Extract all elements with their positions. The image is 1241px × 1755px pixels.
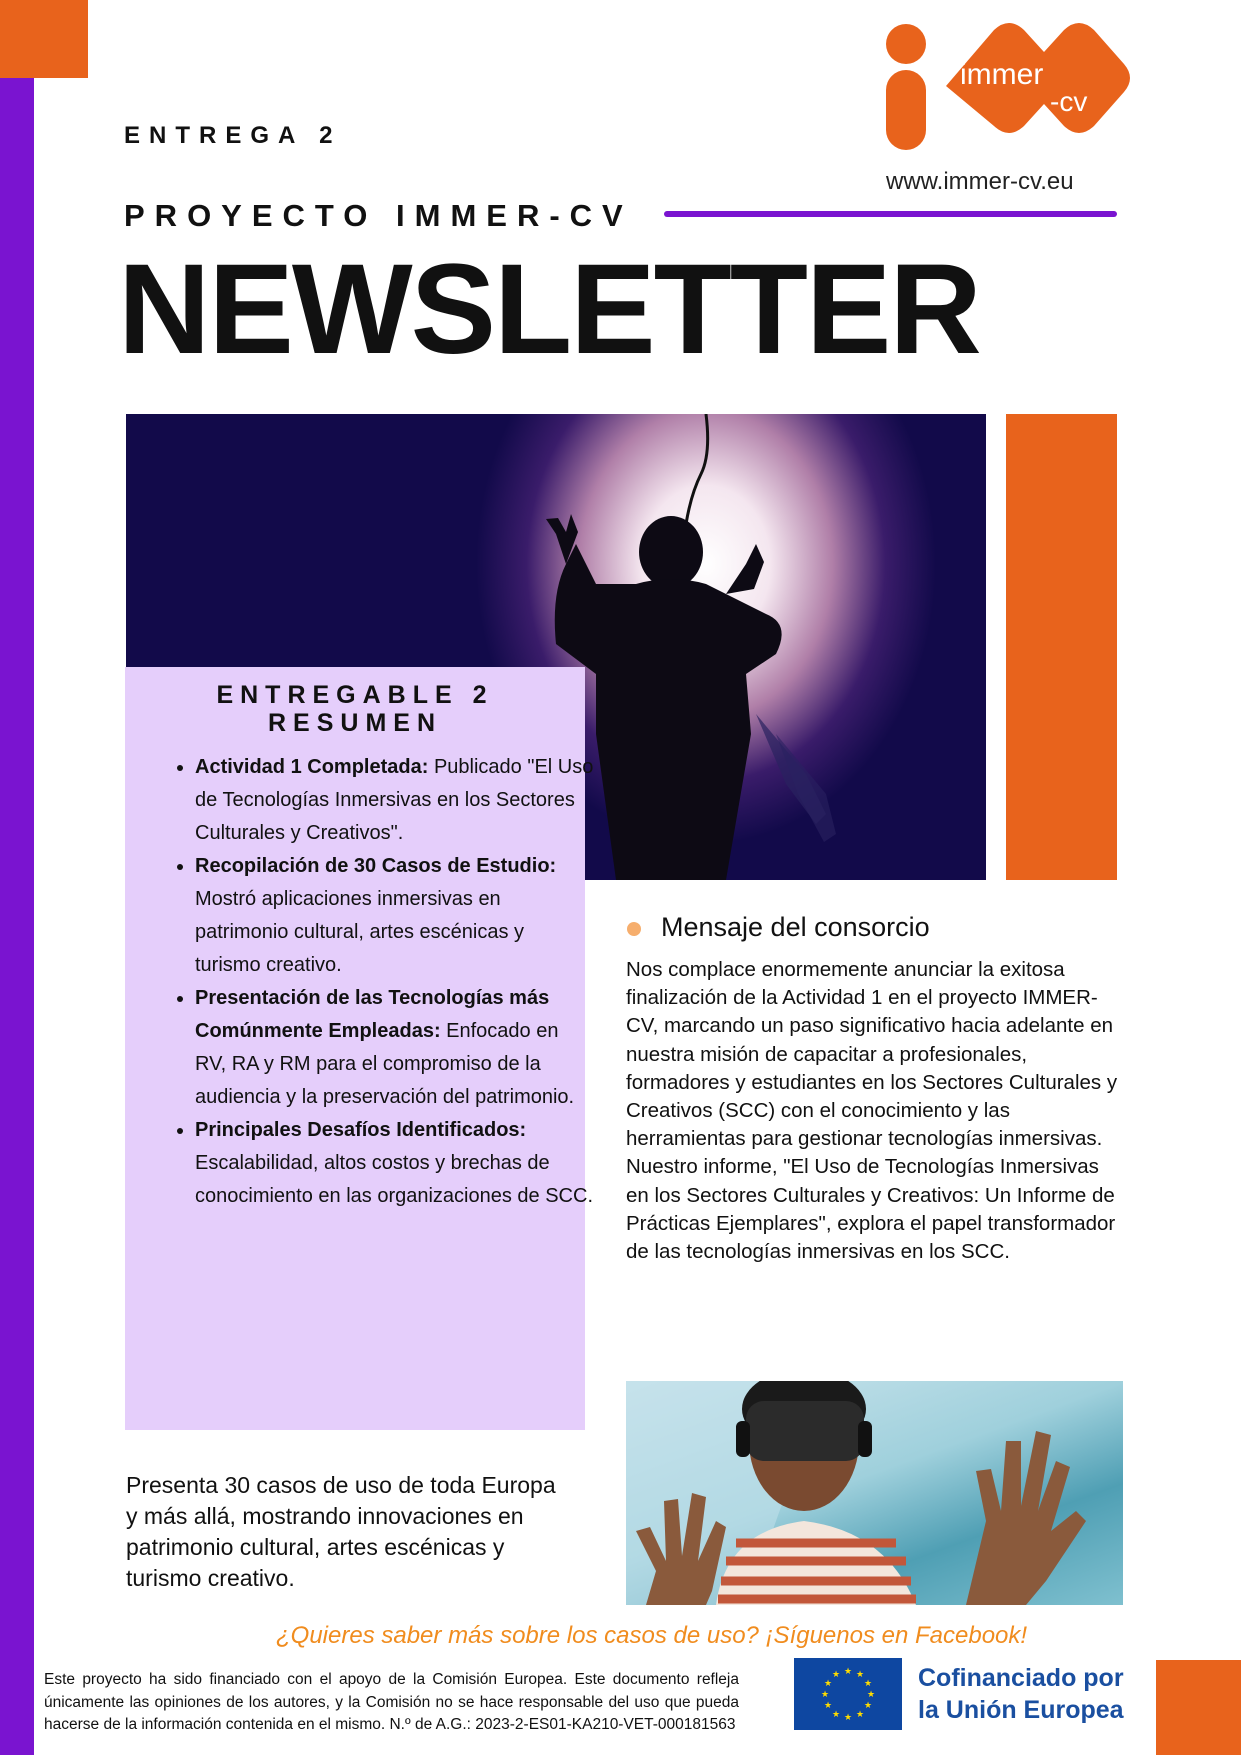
list-item-bold: Recopilación de 30 Casos de Estudio: — [195, 855, 557, 877]
svg-text:★: ★ — [866, 1690, 876, 1700]
svg-text:★: ★ — [855, 1710, 865, 1720]
orange-accent-block — [1006, 414, 1117, 880]
list-item-bold: Actividad 1 Completada: — [195, 756, 429, 778]
header-divider-line — [664, 211, 1117, 217]
casos-text: Presenta 30 casos de uso de toda Europa y más allá, mostrando innovaciones en patrimonio cultural, artes escénicas y turismo creativo. — [126, 1472, 556, 1591]
summary-box — [125, 667, 594, 1430]
proyecto-label: PROYECTO IMMER-CV — [124, 198, 633, 233]
svg-text:★: ★ — [863, 1679, 873, 1689]
vr-person-figure — [626, 1381, 1123, 1605]
vr-person-photo — [626, 1381, 1123, 1605]
svg-text:★: ★ — [831, 1710, 841, 1720]
list-item-text: Enfocado en RV, RA y RM para el compromiso de la audiencia y la preservación del patrimonio. — [195, 1020, 575, 1108]
summary-title-line2: RESUMEN — [267, 709, 442, 737]
purple-side-bar — [0, 78, 34, 1755]
svg-text:★: ★ — [823, 1679, 833, 1689]
svg-text:★: ★ — [843, 1667, 853, 1677]
summary-title — [125, 681, 585, 737]
list-item — [195, 1114, 595, 1213]
eu-cofunded-text — [918, 1662, 1124, 1726]
list-item-text: Mostró aplicaciones inmersivas en patrimonio cultural, artes escénicas y turismo creativo. — [195, 888, 525, 976]
facebook-cta[interactable]: ¿Quieres saber más sobre los casos de uso? ¡Síguenos en Facebook! — [276, 1622, 1028, 1649]
list-item-bold: Principales Desafíos Identificados: — [195, 1119, 527, 1141]
orange-corner-block — [0, 0, 88, 78]
list-item-text: Publicado "El Uso de Tecnologías Inmersivas en los Sectores Culturales y Creativos". — [195, 756, 594, 844]
logo-text-cv: -cv — [1050, 86, 1088, 117]
summary-list — [159, 751, 595, 1213]
orange-corner-bottom-right — [1156, 1660, 1241, 1755]
list-item — [195, 850, 595, 982]
list-item-bold: Presentación de las Tecnologías más Comúnmente Empleadas: — [195, 987, 550, 1042]
svg-text:★: ★ — [863, 1701, 873, 1711]
svg-text:★: ★ — [831, 1670, 841, 1680]
list-item — [195, 751, 595, 850]
consorcio-heading: Mensaje del consorcio — [661, 912, 930, 942]
entrega-label: ENTREGA 2 — [124, 122, 342, 149]
list-item — [195, 982, 595, 1114]
svg-text:★: ★ — [823, 1701, 833, 1711]
svg-text:★: ★ — [855, 1670, 865, 1680]
svg-text:★: ★ — [843, 1713, 853, 1723]
logo-text-immer: immer — [960, 58, 1044, 91]
summary-title-line1: ENTREGABLE 2 — [216, 681, 494, 709]
website-link[interactable]: www.immer-cv.eu — [886, 168, 1074, 195]
bullet-dot-icon — [627, 922, 641, 936]
eu-text-line1: Cofinanciado por — [918, 1664, 1124, 1692]
consorcio-body: Nos complace enormemente anunciar la exitosa finalización de la Actividad 1 en el proyecto IMMER-CV, marcando un paso significativo hacia adelante en nuestra misión de capacitar a profesionales, formadores y estudiantes en los Sectores Culturales y Creativos (SCC) con el conocimiento y las herramientas para gestionar tecnologías inmersivas. Nuestro informe, "El Uso de Tecnologías Inmersivas en los Sectores Culturales y Creativos: Un Informe de Prácticas Ejemplares", explora el papel transformador de las tecnologías inmersivas en los SCC. — [626, 958, 1118, 1264]
svg-text:★: ★ — [820, 1690, 830, 1700]
list-item-text: Escalabilidad, altos costos y brechas de conocimiento en las organizaciones de SCC. — [195, 1152, 593, 1207]
funding-disclaimer: Este proyecto ha sido financiado con el apoyo de la Comisión Europea. Este documento refleja únicamente las opiniones de los autores, y la Comisión no se hace responsable del uso que pueda hacerse de la información contenida en el mismo. N.º de A.G.: 2023-2-ES01-KA210-VET-000181563 — [44, 1671, 739, 1733]
newsletter-title: NEWSLETTER — [118, 238, 980, 381]
eu-text-line2: la Unión Europea — [918, 1696, 1124, 1724]
eu-flag-icon — [794, 1658, 902, 1730]
